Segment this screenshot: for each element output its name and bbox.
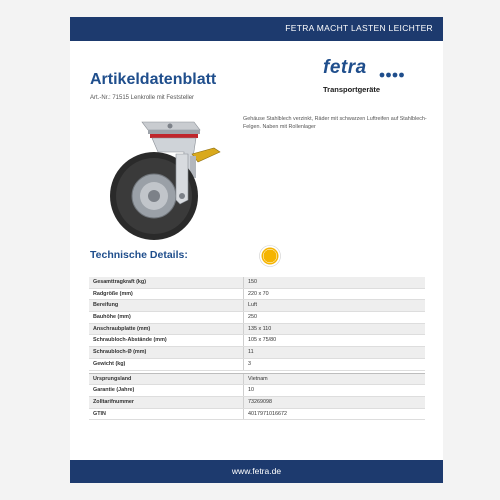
row-label: Zolltarifnummer bbox=[93, 398, 135, 405]
table-row bbox=[89, 312, 425, 324]
row-label: Radgröße (mm) bbox=[93, 290, 133, 297]
row-value: 11 bbox=[248, 349, 254, 356]
warranty-seal-icon bbox=[259, 245, 281, 267]
column-divider bbox=[243, 409, 244, 420]
table-row bbox=[89, 335, 425, 347]
table-row bbox=[89, 359, 425, 371]
footer-bar bbox=[70, 460, 443, 483]
column-divider bbox=[243, 385, 244, 396]
table-row bbox=[89, 277, 425, 289]
column-divider bbox=[243, 312, 244, 323]
document-subtitle: Art.-Nr.: 71515 Lenkrolle mit Feststeller bbox=[90, 95, 195, 101]
row-value: Luft bbox=[248, 302, 257, 309]
column-divider bbox=[243, 324, 244, 335]
fetra-logo bbox=[323, 57, 403, 97]
logo-subtitle: Transportgeräte bbox=[323, 85, 381, 94]
logo-dots-icon bbox=[379, 72, 405, 78]
footer-url[interactable]: www.fetra.de bbox=[231, 466, 282, 476]
header-bar bbox=[70, 17, 443, 41]
table-row bbox=[89, 385, 425, 397]
row-label: Anschraubplatte (mm) bbox=[93, 325, 151, 332]
swivel-castor-image bbox=[92, 114, 244, 244]
table-row bbox=[89, 397, 425, 409]
row-label: Ursprungsland bbox=[93, 375, 132, 382]
table-row bbox=[89, 373, 425, 386]
datasheet-page bbox=[70, 17, 443, 483]
row-value: 73269098 bbox=[248, 398, 272, 405]
row-value: 220 x 70 bbox=[248, 290, 269, 297]
row-value: 135 x 110 bbox=[248, 325, 272, 332]
column-divider bbox=[243, 347, 244, 358]
header-tagline: FETRA MACHT LASTEN LEICHTER bbox=[285, 23, 433, 33]
column-divider bbox=[243, 374, 244, 385]
column-divider bbox=[243, 289, 244, 300]
logo-wordmark: fetra bbox=[323, 57, 367, 78]
row-label: GTIN bbox=[93, 410, 106, 417]
column-divider bbox=[243, 335, 244, 346]
section-title: Technische Details: bbox=[90, 249, 188, 261]
row-value: 4017971016672 bbox=[248, 410, 287, 417]
specs-table bbox=[89, 277, 425, 420]
column-divider bbox=[243, 277, 244, 288]
row-value: 105 x 75/80 bbox=[248, 337, 277, 344]
table-row bbox=[89, 289, 425, 301]
table-row bbox=[89, 324, 425, 336]
table-row bbox=[89, 300, 425, 312]
row-label: Garantie (Jahre) bbox=[93, 387, 135, 394]
column-divider bbox=[243, 397, 244, 408]
column-divider bbox=[243, 300, 244, 311]
row-label: Schraubloch-Ø (mm) bbox=[93, 349, 147, 356]
row-label: Bauhöhe (mm) bbox=[93, 314, 131, 321]
row-label: Gewicht (kg) bbox=[93, 360, 126, 367]
row-value: 10 bbox=[248, 387, 254, 394]
row-value: 250 bbox=[248, 314, 257, 321]
column-divider bbox=[243, 359, 244, 370]
row-label: Bereifung bbox=[93, 302, 119, 309]
table-row bbox=[89, 409, 425, 421]
product-description: Gehäuse Stahlblech verzinkt, Räder mit schwarzen Luftreifen auf Stahlblech-Felgen. Naben mit Rollenlager bbox=[243, 116, 427, 130]
row-value: 150 bbox=[248, 279, 257, 285]
row-label: Schraubloch-Abstände (mm) bbox=[93, 337, 167, 344]
row-label: Gesamttragkraft (kg) bbox=[93, 279, 147, 285]
row-value: Vietnam bbox=[248, 375, 268, 382]
table-row bbox=[89, 347, 425, 359]
document-title: Artikeldatenblatt bbox=[90, 71, 217, 88]
row-value: 3 bbox=[248, 360, 251, 367]
